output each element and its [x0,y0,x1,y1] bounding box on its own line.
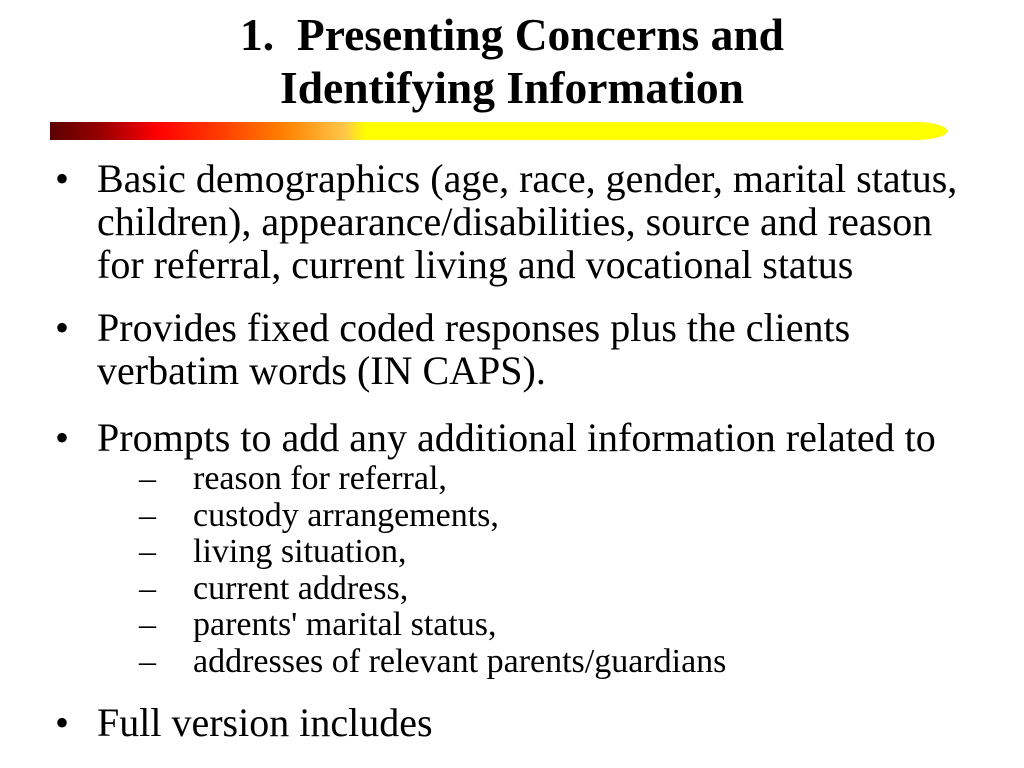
bullet-text [97,701,433,744]
sub-bullet-list [0,461,1024,681]
bullet-marker: • [55,700,70,745]
bullet-text-line: verbatim words (IN CAPS). [97,348,546,393]
sub-bullet-dash: – [139,496,156,534]
sub-bullet-dash: – [139,606,156,644]
sub-bullet-item [0,534,1024,571]
bullet-text-line: Basic demographics (age, race, gender, marital status, [97,156,958,201]
bullet-text-line: for referral, current living and vocational status [97,242,854,287]
bullet-text [97,306,850,392]
sub-bullet-item [0,498,1024,535]
bullet-marker: • [55,305,70,350]
bullet-text-line: children), appearance/disabilities, source and reason [97,199,933,244]
sub-bullet-item [0,644,1024,681]
bullet-text-line: Prompts to add any additional information related to [97,415,936,460]
sub-bullet-dash: – [139,569,156,607]
sub-bullet-item [0,571,1024,608]
bullet-text-line: Provides fixed coded responses plus the clients [97,305,851,350]
sub-bullet-text: addresses of relevant parents/guardians [193,642,727,680]
sub-bullet-text: custody arrangements, [193,496,499,534]
slide-title [0,8,1024,114]
sub-bullet-dash: – [139,460,156,497]
bullet-text [97,157,957,286]
slide-title-line: Identifying Information [280,62,744,113]
bullet-text-line: Full version includes [97,700,433,745]
sub-bullet-text: current address, [193,569,409,607]
sub-bullet-text: living situation, [193,533,407,571]
bullet-marker: • [55,156,70,201]
gradient-accent-bar [0,116,1024,146]
slide-title-line: 1. Presenting Concerns and [240,9,784,60]
accent-bar-shape [50,122,948,140]
sub-bullet-dash: – [139,533,156,571]
bullet-marker: • [55,415,70,460]
sub-bullet-dash: – [139,642,156,680]
sub-bullet-item [0,461,1024,498]
sub-bullet-text: reason for referral, [193,460,447,497]
sub-bullet-text: parents' marital status, [193,606,497,644]
bullet-text [97,416,936,459]
sub-bullet-item [0,607,1024,644]
